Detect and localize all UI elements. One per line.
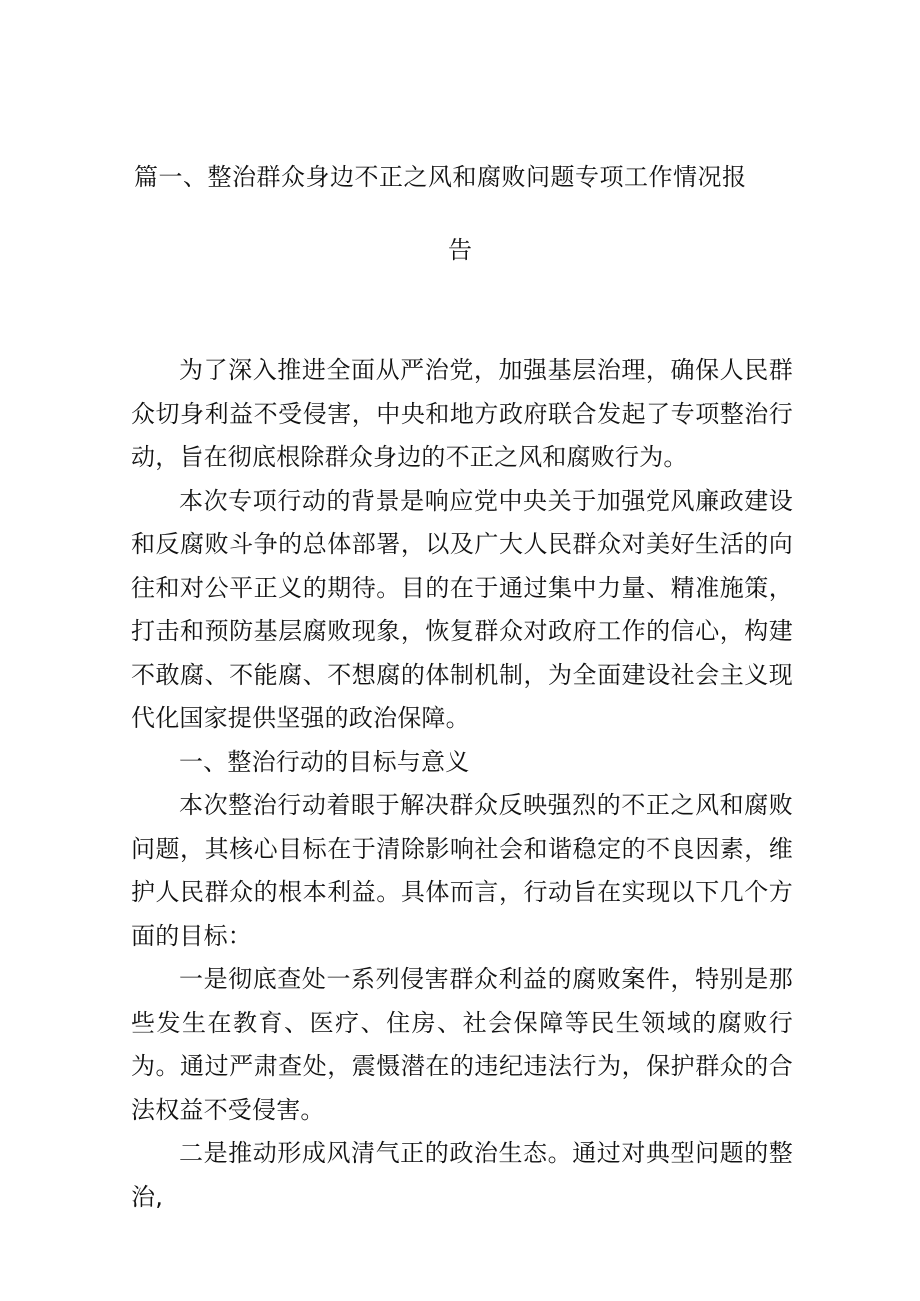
paragraph: 为了深入推进全面从严治党，加强基层治理，确保人民群众切身利益不受侵害，中央和地方政府联合发起了专项整治行动，旨在彻底根除群众身边的不正之风和腐败行为。 bbox=[131, 356, 793, 471]
paragraph: 本次整治行动着眼于解决群众反映强烈的不正之风和腐败问题，其核心目标在于清除影响社会和谐稳定的不良因素，维护人民群众的根本利益。具体而言，行动旨在实现以下几个方面的目标： bbox=[131, 791, 793, 950]
document-body bbox=[131, 349, 793, 1219]
paragraph: 本次专项行动的背景是响应党中央关于加强党风廉政建设和反腐败斗争的总体部署，以及广大人民群众对美好生活的向往和对公平正义的期待。目的在于通过集中力量、精准施策，打击和预防基层腐败现象，恢复群众对政府工作的信心，构建不敢腐、不能腐、不想腐的体制机制，为全面建设社会主义现代化国家提供坚强的政治保障。 bbox=[131, 486, 793, 732]
paragraph: 一是彻底查处一系列侵害群众利益的腐败案件，特别是那些发生在教育、医疗、住房、社会保障等民生领域的腐败行为。通过严肃查处，震慑潜在的违纪违法行为，保护群众的合法权益不受侵害。 bbox=[131, 965, 793, 1124]
section-heading: 一、整治行动的目标与意义 bbox=[179, 747, 470, 776]
paragraph: 二是推动形成风清气正的政治生态。通过对典型问题的整治, bbox=[131, 1139, 793, 1211]
document-title: 篇一、整治群众身边不正之风和腐败问题专项工作情况报 bbox=[134, 163, 747, 191]
document-title-continuation: 告 bbox=[448, 236, 472, 264]
